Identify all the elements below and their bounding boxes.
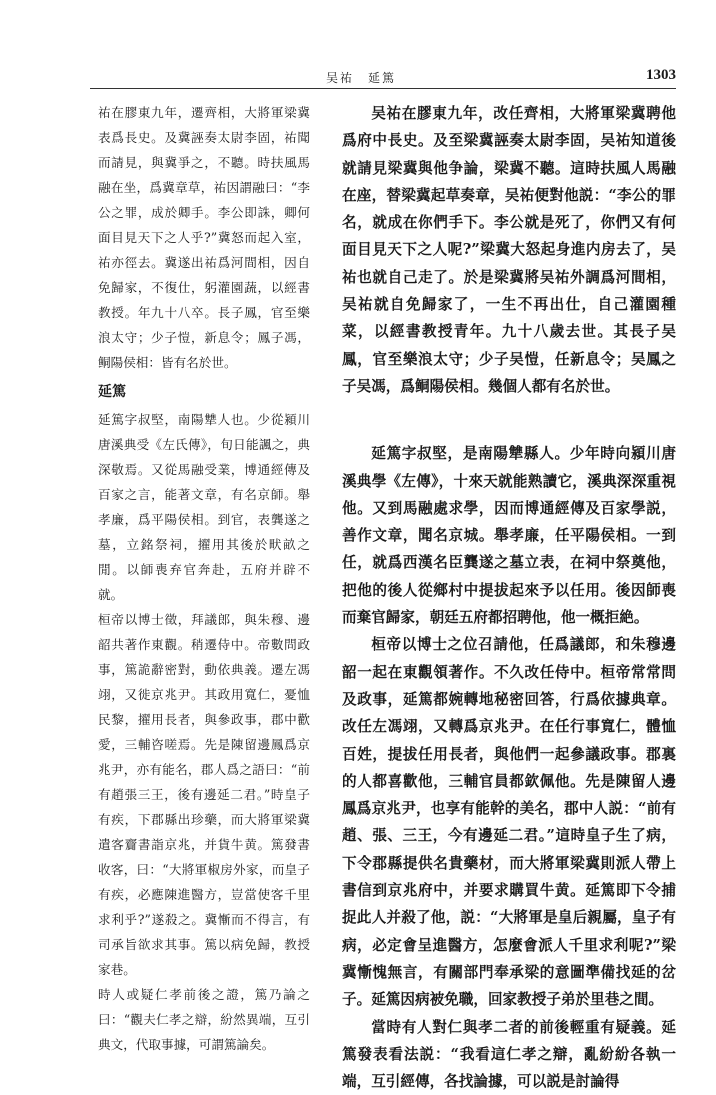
page-number: 1303 [646, 67, 676, 84]
original-text-column [98, 100, 310, 980]
running-header [90, 67, 676, 89]
translation-column [342, 100, 676, 980]
header-title: 吴祐 延篤 [326, 69, 396, 86]
header-rule [90, 88, 676, 89]
original-paragraph-debate: 時人或疑仁孝前後之證，篤乃論之曰：“觀夫仁孝之辯，紛然異端，互引典文，代取事據，可謂篤論矣。 [98, 982, 310, 1057]
original-paragraph-wu-you: 祐在膠東九年，遷齊相，大將軍梁冀表爲長史。及冀誣奏太尉李固，祐聞而請見，與冀爭之，不聽。時扶風馬融在坐，爲冀章草，祐因謂融曰：“李公之罪，成於卿手。李公即誅，卿何面目見天下之人乎?”冀怒而起入室，祐亦徑去。冀遂出祐爲河間相，因自免歸家，不復仕，躬灌園蔬，以經書教授。年九十八卒。長子鳳，官至樂浪太守；少子愷，新息令；鳳子馮，鲖陽侯相：皆有名於世。 [98, 100, 310, 375]
translation-paragraph-debate: 當時有人對仁與孝二者的前後輕重有疑義。延篤發表看法説：“我看這仁孝之辯，亂紛紛各執一端，互引經傳，各找論據，可以説是討論得 [342, 1014, 676, 1095]
translation-paragraph-wu-you: 吴祐在膠東九年，改任齊相，大將軍梁冀聘他爲府中長史。及至梁冀誣奏太尉李固，吴祐知道後就請見梁冀與他争論，梁冀不聽。這時扶風人馬融在座，替梁冀起草奏章，吴祐便對他説：“李公的罪名，就成在你們手下。李公就是死了，你們又有何面目見天下之人呢?”梁冀大怒起身進内房去了，吴祐也就自己走了。於是梁冀將吴祐外調爲河間相，吴祐就自免歸家了，一生不再出仕，自己灌園種菜，以經書教授青年。九十八歲去世。其長子吴鳳，官至樂浪太守；少子吴愷，任新息令；吴鳳之子吴馮，爲鲖陽侯相。幾個人都有名於世。 [342, 100, 676, 400]
translation-paragraph-yan-du-bio: 延篤字叔堅，是南陽犨縣人。少年時向潁川唐溪典學《左傳》，十來天就能熟讀它，溪典深深重視他。又到馬融處求學，因而博通經傳及百家學説，善作文章，聞名京城。舉孝廉，任平陽侯相。一到任，就爲西漢名臣龔遂之墓立表，在祠中祭奠他，把他的後人從鄉村中提拔起來予以任用。後因師喪而棄官歸家，朝廷五府都招聘他，他一概拒絶。 [342, 440, 676, 631]
original-paragraph-huan-di: 桓帝以博士徵，拜議郎，與朱穆、邊韶共著作東觀。稍遷侍中。帝數問政事，篤詭辭密對，動依典義。遷左馮翊，又徙京兆尹。其政用寬仁，憂恤民黎，擢用長者，與參政事，郡中歡愛，三輔咨嗟焉。先是陳留邊鳳爲京兆尹，亦有能名，郡人爲之語曰：“前有趙張三王，後有邊延二君。”時皇子有疾，下郡縣出珍藥，而大將軍梁冀遣客齎書詣京兆，并貨牛黄。篤發書收客，曰：“大將軍椒房外家，而皇子有疾，必應陳進醫方，豈當使客千里求利乎?”遂殺之。冀慚而不得言，有司承旨欲求其事。篤以病免歸，教授家巷。 [98, 607, 310, 982]
translation-paragraph-huan-di: 桓帝以博士之位召請他，任爲議郎，和朱穆邊韶一起在東觀領著作。不久改任侍中。桓帝常常問及政事，延篤都婉轉地秘密回答，行爲依據典章。改任左馮翊，又轉爲京兆尹。在任行事寬仁，體恤百姓，提拔任用長者，與他們一起參議政事。郡裏的人都喜歡他，三輔官員都欽佩他。先是陳留人邊鳳爲京兆尹，也享有能幹的美名，郡中人説：“前有趙、張、三王，今有邊延二君。”這時皇子生了病，下令郡縣提供名貴藥材，而大將軍梁冀則派人帶上書信到京兆府中，并要求購買牛黄。延篤即下令捕捉此人并殺了他，説：“大將軍是皇后親屬，皇子有病，必定會呈進醫方，怎麼會派人千里求利呢?”梁冀慚愧無言，有關部門奉承梁的意圖準備找延的岔子。延篤因病被免職，回家教授子弟於里巷之間。 [342, 631, 676, 1013]
section-heading: 延篤 [98, 379, 310, 405]
section-spacer [342, 400, 676, 440]
original-paragraph-yan-du-bio: 延篤字叔堅，南陽犨人也。少從潁川唐溪典受《左氏傳》，旬日能諷之，典深敬焉。又從馬融受業，博通經傳及百家之言，能著文章，有名京師。舉孝廉，爲平陽侯相。到官，表龔遂之墓，立銘祭祠，擢用其後於畎畝之閒。以師喪弃官奔赴，五府并辟不就。 [98, 407, 310, 607]
